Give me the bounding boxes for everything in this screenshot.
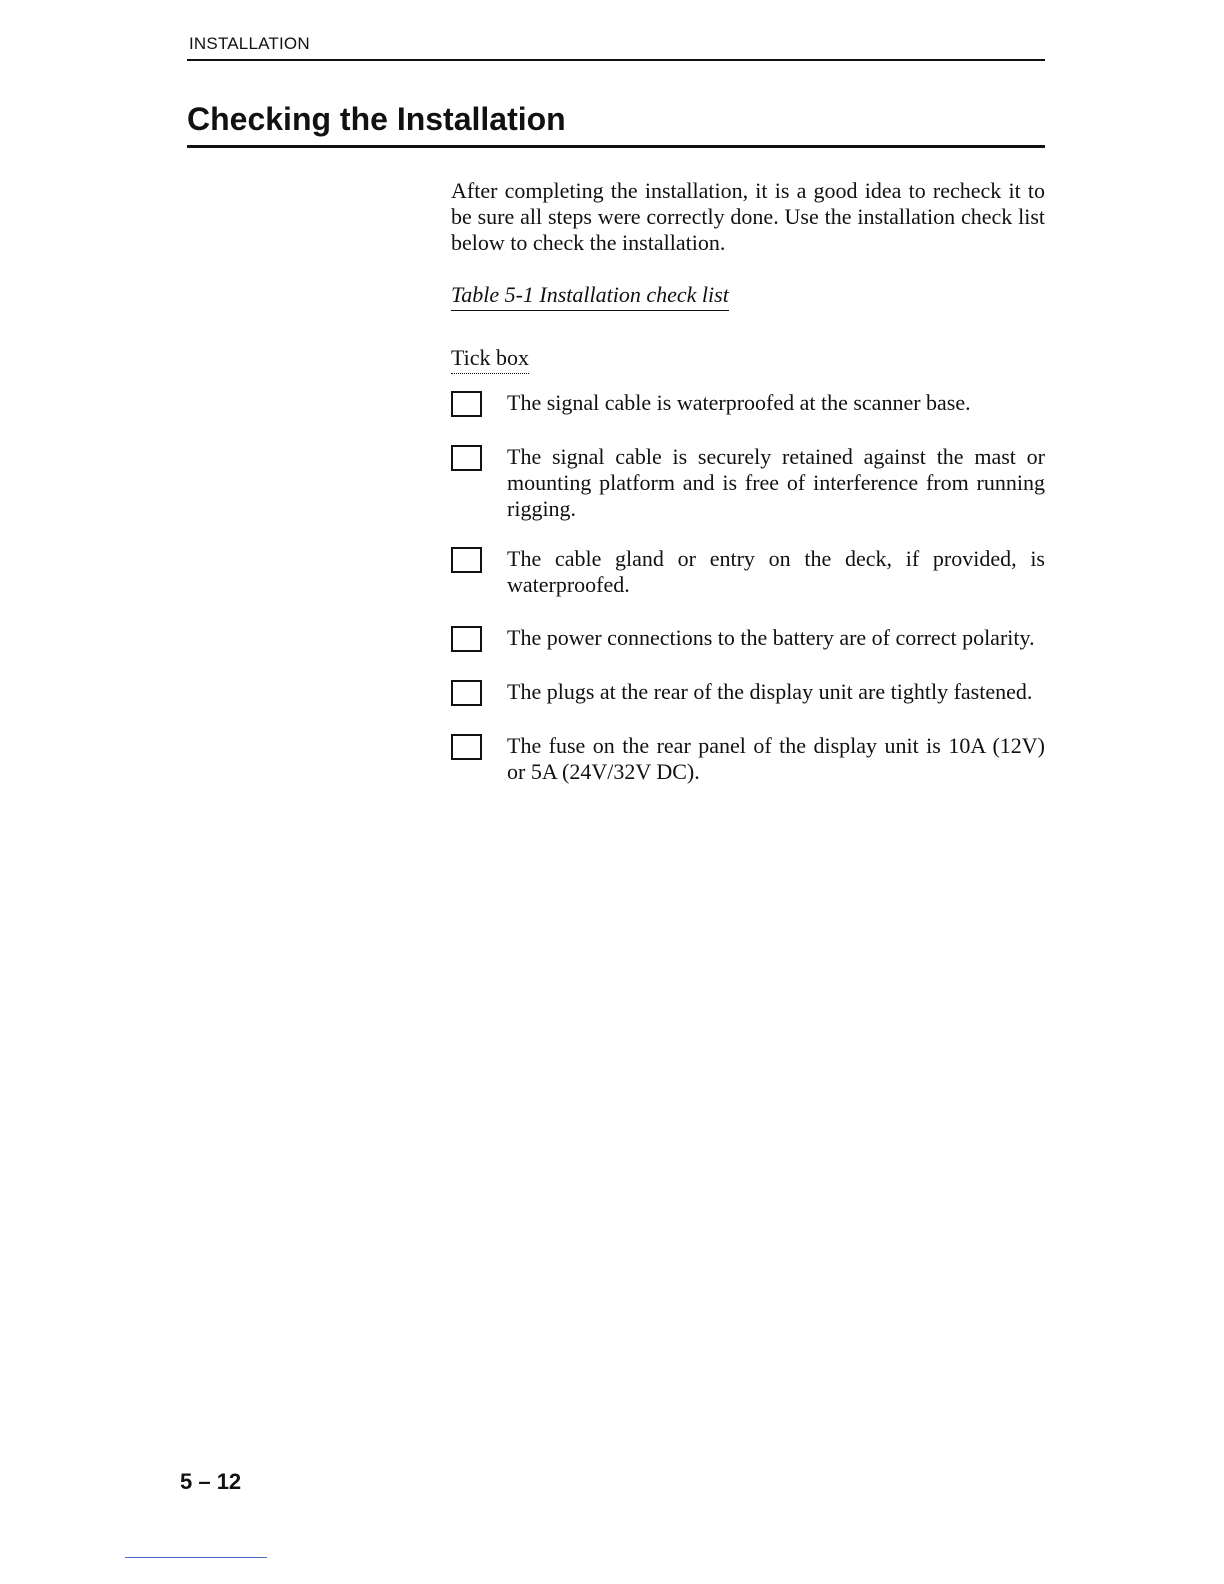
content-column	[451, 178, 1045, 812]
tick-box[interactable]	[451, 680, 482, 706]
title-rule	[187, 145, 1045, 148]
tick-box[interactable]	[451, 391, 482, 417]
page-number: 5 – 12	[180, 1469, 242, 1494]
checklist-item-text: The cable gland or entry on the deck, if provided, is waterproofed.	[507, 546, 1045, 597]
section-title: Checking the Installation	[187, 101, 566, 137]
checklist-item	[451, 625, 1045, 652]
tick-box[interactable]	[451, 626, 482, 652]
tick-box[interactable]	[451, 734, 482, 760]
tick-box[interactable]	[451, 547, 482, 573]
intro-paragraph: After completing the installation, it is a good idea to recheck it to be sure all steps were correctly done. Use the installation check list below to check the installation.	[451, 178, 1045, 255]
footer-rule	[125, 1557, 267, 1558]
checklist-item	[451, 390, 1045, 417]
checklist-item-text: The fuse on the rear panel of the display unit is 10A (12V) or 5A (24V/32V DC).	[507, 733, 1045, 784]
header-rule	[187, 59, 1045, 61]
checklist-item-text: The plugs at the rear of the display unit are tightly fastened.	[507, 679, 1033, 704]
checklist-item	[451, 733, 1045, 785]
checklist-item	[451, 546, 1045, 598]
checklist-item-text: The signal cable is securely retained against the mast or mounting platform and is free of interference from running rigging.	[507, 444, 1045, 521]
checklist-item-text: The power connections to the battery are of correct polarity.	[507, 625, 1035, 650]
table-caption: Table 5-1 Installation check list	[451, 282, 729, 311]
checklist-item	[451, 679, 1045, 706]
tick-box[interactable]	[451, 445, 482, 471]
tickbox-heading: Tick box	[451, 345, 529, 374]
checklist-item-text: The signal cable is waterproofed at the scanner base.	[507, 390, 971, 415]
installation-checklist	[451, 390, 1045, 785]
running-head: INSTALLATION	[189, 34, 310, 53]
checklist-item	[451, 444, 1045, 522]
